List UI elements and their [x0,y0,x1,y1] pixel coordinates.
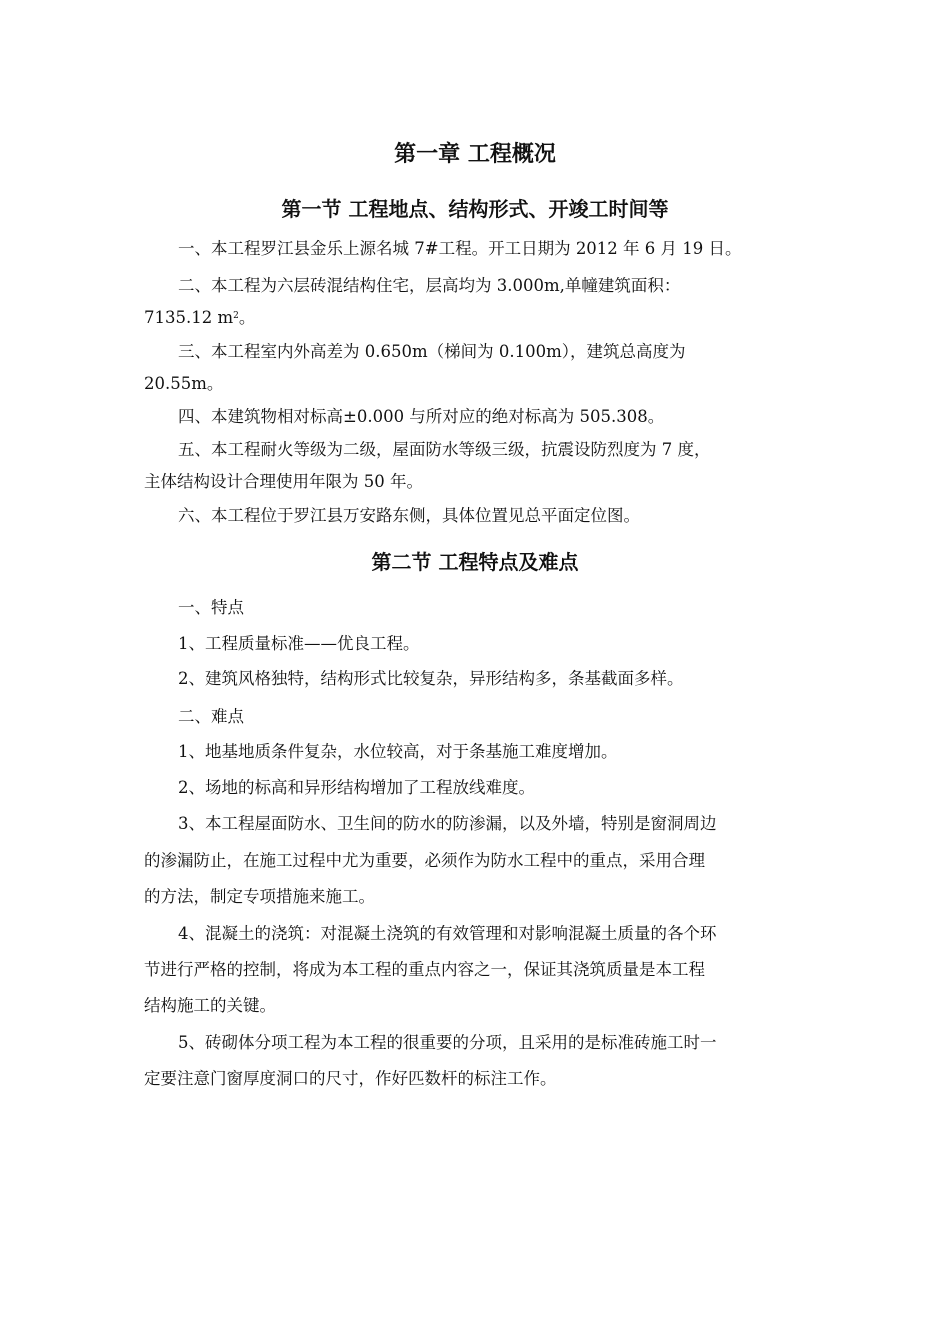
area-value: 7135.12 m [144,308,234,327]
chapter-title: 第一章 工程概况 [394,142,556,167]
difficulty-3-line-3: 的方法，制定专项措施来施工。 [144,887,375,906]
paragraph-3-line-1: 三、本工程室内外高差为 0.650m（梯间为 0.100m），建筑总高度为 [178,342,686,361]
paragraph-5-line-2: 主体结构设计合理使用年限为 50 年。 [144,472,423,491]
paragraph-6: 六、本工程位于罗江县万安路东侧，具体位置见总平面定位图。 [178,506,640,525]
difficulty-2: 2、场地的标高和异形结构增加了工程放线难度。 [178,778,535,797]
difficulty-4-line-3: 结构施工的关键。 [144,996,276,1015]
difficulties-heading: 二、难点 [178,707,244,726]
paragraph-2-line-2 [144,306,816,330]
difficulty-1: 1、地基地质条件复杂，水位较高，对于条基施工难度增加。 [178,742,618,761]
feature-2: 2、建筑风格独特，结构形式比较复杂，异形结构多，条基截面多样。 [178,669,684,688]
difficulty-4-line-2: 节进行严格的控制，将成为本工程的重点内容之一，保证其浇筑质量是本工程 [144,960,705,979]
feature-1: 1、工程质量标准——优良工程。 [178,634,420,653]
area-period: 。 [238,308,256,327]
difficulty-4-line-1: 4、混凝土的浇筑：对混凝土浇筑的有效管理和对影响混凝土质量的各个环 [178,924,717,943]
section-title-1: 第一节 工程地点、结构形式、开竣工时间等 [281,197,669,221]
paragraph-3-line-2: 20.55m。 [144,374,224,393]
paragraph-2-line-1: 二、本工程为六层砖混结构住宅，层高均为 3.000m,单幢建筑面积： [178,276,681,295]
difficulty-5-line-2: 定要注意门窗厚度洞口的尺寸，作好匹数杆的标注工作。 [144,1069,557,1088]
section-title-2: 第二节 工程特点及难点 [371,550,579,574]
paragraph-4: 四、本建筑物相对标高±0.000 与所对应的绝对标高为 505.308。 [178,407,665,426]
paragraph-1: 一、本工程罗江县金乐上源名城 7#工程。开工日期为 2012 年 6 月 19 日。 [178,239,742,258]
difficulty-5-line-1: 5、砖砌体分项工程为本工程的很重要的分项，且采用的是标准砖施工时一 [178,1033,717,1052]
features-heading: 一、特点 [178,598,244,617]
area-unit-superscript: 2 [233,311,239,321]
difficulty-3-line-1: 3、本工程屋面防水、卫生间的防水的防渗漏，以及外墙，特别是窗洞周边 [178,814,717,833]
paragraph-5-line-1: 五、本工程耐火等级为二级，屋面防水等级三级，抗震设防烈度为 7 度， [178,440,711,459]
difficulty-3-line-2: 的渗漏防止，在施工过程中尤为重要，必须作为防水工程中的重点，采用合理 [144,851,705,870]
